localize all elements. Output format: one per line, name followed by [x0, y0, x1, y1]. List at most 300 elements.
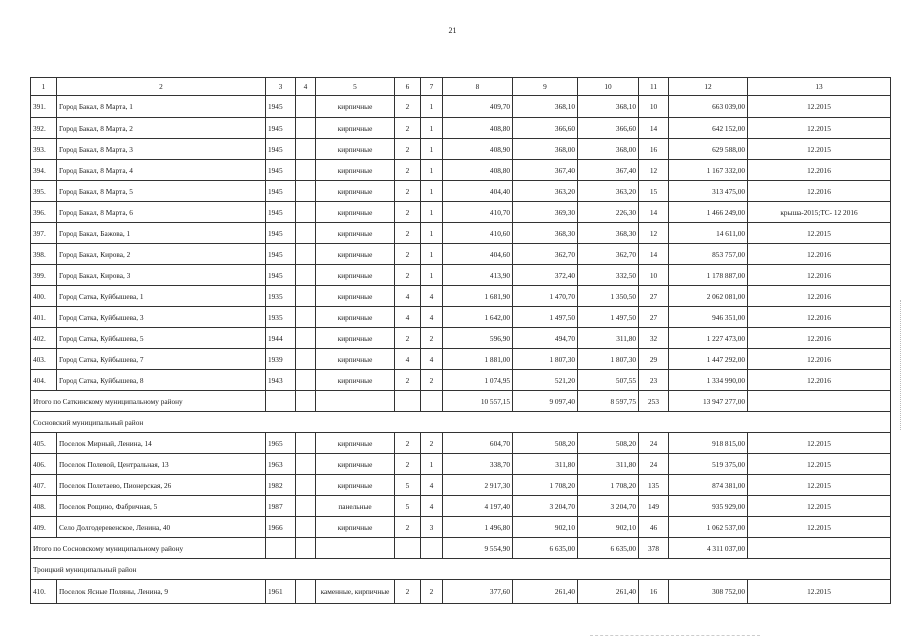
subtotal-row [31, 538, 891, 559]
table-cell: 10 [639, 265, 669, 286]
table-cell: 1943 [266, 370, 296, 391]
table-cell: 3 204,70 [513, 496, 578, 517]
table-cell: 4 [395, 349, 421, 370]
table-cell: Город Сатка, Куйбышева, 8 [57, 370, 266, 391]
table-cell: Поселок Рощино, Фабричная, 5 [57, 496, 266, 517]
table-cell: 2 [395, 139, 421, 160]
table-cell: 1 [421, 223, 443, 244]
table-cell [296, 307, 316, 328]
table-cell: 400. [31, 286, 57, 307]
table-cell: 2 [395, 454, 421, 475]
table-cell: кирпичные [316, 244, 395, 265]
table-cell [296, 202, 316, 223]
table-row [31, 307, 891, 328]
table-cell: 1935 [266, 307, 296, 328]
table-cell: 12.2015 [748, 118, 891, 139]
table-cell: 1 466 249,00 [669, 202, 748, 223]
table-cell [296, 160, 316, 181]
table-cell: 29 [639, 349, 669, 370]
table-cell: кирпичные [316, 370, 395, 391]
table-cell: 5 [395, 496, 421, 517]
table-cell: 14 [639, 118, 669, 139]
table-cell: 1 497,50 [578, 307, 639, 328]
table-cell: 394. [31, 160, 57, 181]
table-cell: 404,40 [443, 181, 513, 202]
table-cell: 2 [395, 265, 421, 286]
table-row [31, 517, 891, 538]
table-cell [296, 475, 316, 496]
table-cell: 12.2016 [748, 328, 891, 349]
table-cell: 368,30 [513, 223, 578, 244]
table-cell: 1 [421, 118, 443, 139]
table-row [31, 328, 891, 349]
table-cell: 368,00 [578, 139, 639, 160]
table-cell: 396. [31, 202, 57, 223]
table-cell: 853 757,00 [669, 244, 748, 265]
table-cell: кирпичные [316, 96, 395, 118]
table-cell: 946 351,00 [669, 307, 748, 328]
table-cell: Троицкий муниципальный район [31, 559, 891, 580]
table-cell: 261,40 [578, 580, 639, 604]
table-cell: 1 [421, 160, 443, 181]
table-cell: 16 [639, 580, 669, 604]
table-cell: 27 [639, 307, 669, 328]
table-cell: кирпичные [316, 139, 395, 160]
table-cell: 409. [31, 517, 57, 538]
table-cell: Город Бакал, Кирова, 2 [57, 244, 266, 265]
table-cell: кирпичные [316, 454, 395, 475]
table-cell: 10 557,15 [443, 391, 513, 412]
table-cell: 1945 [266, 181, 296, 202]
table-cell: 1945 [266, 96, 296, 118]
table-cell: 24 [639, 454, 669, 475]
table-cell: 902,10 [578, 517, 639, 538]
table-cell: 1 881,00 [443, 349, 513, 370]
column-header: 8 [443, 78, 513, 96]
table-cell: 399. [31, 265, 57, 286]
table-cell: 378 [639, 538, 669, 559]
table-cell [296, 286, 316, 307]
table-cell: 1 [421, 96, 443, 118]
table-cell: 12.2016 [748, 181, 891, 202]
table-cell [316, 391, 395, 412]
table-cell: 12.2015 [748, 517, 891, 538]
table-cell: 12.2016 [748, 244, 891, 265]
table-cell: 1 708,20 [578, 475, 639, 496]
table-cell: кирпичные [316, 328, 395, 349]
table-cell: 2 [395, 223, 421, 244]
table-cell: Сосновский муниципальный район [31, 412, 891, 433]
table-cell: 369,30 [513, 202, 578, 223]
table-cell: 2 [395, 181, 421, 202]
table-cell: 408. [31, 496, 57, 517]
table-cell: 494,70 [513, 328, 578, 349]
table-cell: 368,30 [578, 223, 639, 244]
table-cell: 604,70 [443, 433, 513, 454]
table-cell: 410,70 [443, 202, 513, 223]
table-cell: 1961 [266, 580, 296, 604]
table-cell: 1945 [266, 139, 296, 160]
table-cell: Город Сатка, Куйбышева, 3 [57, 307, 266, 328]
table-cell: 338,70 [443, 454, 513, 475]
table-cell: 1963 [266, 454, 296, 475]
table-cell: 2 [395, 118, 421, 139]
table-cell [296, 181, 316, 202]
table-row [31, 244, 891, 265]
table-cell [316, 538, 395, 559]
table-cell: 308 752,00 [669, 580, 748, 604]
scan-artifact [896, 300, 901, 430]
table-cell [421, 391, 443, 412]
table-cell: кирпичные [316, 286, 395, 307]
table-cell [296, 265, 316, 286]
table-cell: 12.2016 [748, 160, 891, 181]
table-cell: 1945 [266, 160, 296, 181]
table-cell: 10 [639, 96, 669, 118]
table-cell: 404,60 [443, 244, 513, 265]
table-cell: 253 [639, 391, 669, 412]
table-cell: 261,40 [513, 580, 578, 604]
table-cell [296, 391, 316, 412]
table-cell: 413,90 [443, 265, 513, 286]
table-cell: 13 947 277,00 [669, 391, 748, 412]
table-cell: Город Бакал, 8 Марта, 5 [57, 181, 266, 202]
table-cell: 397. [31, 223, 57, 244]
table-cell: Город Бакал, 8 Марта, 2 [57, 118, 266, 139]
table-cell: кирпичные [316, 307, 395, 328]
table-cell: 2 [421, 370, 443, 391]
table-cell [296, 349, 316, 370]
table-cell: 1 447 292,00 [669, 349, 748, 370]
table-cell: 12.2016 [748, 370, 891, 391]
table-cell: кирпичные [316, 181, 395, 202]
column-header: 11 [639, 78, 669, 96]
table-cell: 1 [421, 454, 443, 475]
table-cell: 1945 [266, 118, 296, 139]
table-cell: 2 [395, 580, 421, 604]
table-cell: 1945 [266, 244, 296, 265]
table-cell: каменные, кирпичные [316, 580, 395, 604]
table-cell: 14 [639, 202, 669, 223]
table-cell [395, 538, 421, 559]
table-cell: 4 [421, 286, 443, 307]
table-cell: 1 074,95 [443, 370, 513, 391]
table-cell: 3 204,70 [578, 496, 639, 517]
table-cell: 12.2015 [748, 96, 891, 118]
table-cell: 935 929,00 [669, 496, 748, 517]
table-cell: 2 917,30 [443, 475, 513, 496]
column-numbers-row [31, 78, 891, 96]
table-cell: 406. [31, 454, 57, 475]
table-cell: 311,80 [578, 454, 639, 475]
table-cell: кирпичные [316, 265, 395, 286]
table-cell: 367,40 [513, 160, 578, 181]
scan-artifact [590, 635, 760, 636]
table-cell: 313 475,00 [669, 181, 748, 202]
table-cell: 2 [395, 244, 421, 265]
table-cell: 403. [31, 349, 57, 370]
subtotal-row [31, 391, 891, 412]
table-row [31, 286, 891, 307]
table-row [31, 496, 891, 517]
table-cell: 1 470,70 [513, 286, 578, 307]
table-cell: 5 [395, 475, 421, 496]
table-cell [296, 328, 316, 349]
table-cell: Поселок Полевой, Центральная, 13 [57, 454, 266, 475]
table-cell: 519 375,00 [669, 454, 748, 475]
table-cell: 377,60 [443, 580, 513, 604]
table-cell: 12.2015 [748, 433, 891, 454]
table-cell: 2 [395, 517, 421, 538]
table-cell: 12.2015 [748, 496, 891, 517]
table-cell: Итого по Сосновскому муниципальному району [31, 538, 266, 559]
table-cell: 23 [639, 370, 669, 391]
table-cell: 368,00 [513, 139, 578, 160]
table-cell: 1 807,30 [578, 349, 639, 370]
table-cell: 1 178 887,00 [669, 265, 748, 286]
column-header: 12 [669, 78, 748, 96]
table-cell: кирпичные [316, 433, 395, 454]
table-cell: 366,60 [513, 118, 578, 139]
table-cell: 1 167 332,00 [669, 160, 748, 181]
table-cell: 4 [421, 475, 443, 496]
table-cell: 596,90 [443, 328, 513, 349]
table-cell: 410,60 [443, 223, 513, 244]
table-cell [748, 538, 891, 559]
table-cell: Поселок Полетаево, Пионерская, 26 [57, 475, 266, 496]
table-row [31, 181, 891, 202]
table-cell: 372,40 [513, 265, 578, 286]
table-row [31, 454, 891, 475]
table-cell [296, 580, 316, 604]
table-cell: 363,20 [513, 181, 578, 202]
section-header-row [31, 412, 891, 433]
table-cell: Город Сатка, Куйбышева, 5 [57, 328, 266, 349]
column-header: 9 [513, 78, 578, 96]
table-row [31, 118, 891, 139]
table-cell [296, 370, 316, 391]
table-cell: 401. [31, 307, 57, 328]
housing-table [30, 77, 891, 604]
table-cell: 1 227 473,00 [669, 328, 748, 349]
table-cell: 642 152,00 [669, 118, 748, 139]
table-cell: 508,20 [578, 433, 639, 454]
table-cell: 393. [31, 139, 57, 160]
table-row [31, 349, 891, 370]
table-cell: 1 708,20 [513, 475, 578, 496]
table-cell: 395. [31, 181, 57, 202]
table-cell: 1 807,30 [513, 349, 578, 370]
page-number: 21 [448, 26, 457, 35]
table-cell: 366,60 [578, 118, 639, 139]
table-cell: 902,10 [513, 517, 578, 538]
table-cell: 410. [31, 580, 57, 604]
table-cell: 12.2016 [748, 307, 891, 328]
table-cell: 2 [395, 160, 421, 181]
table-cell [296, 517, 316, 538]
table-cell: кирпичные [316, 517, 395, 538]
table-cell: 9 097,40 [513, 391, 578, 412]
table-cell: 521,20 [513, 370, 578, 391]
table-cell: 874 381,00 [669, 475, 748, 496]
table-cell: 918 815,00 [669, 433, 748, 454]
table-cell: 1987 [266, 496, 296, 517]
table-cell [296, 223, 316, 244]
table-cell: 6 635,00 [513, 538, 578, 559]
table-cell [296, 96, 316, 118]
table-cell: 3 [421, 517, 443, 538]
table-cell: 9 554,90 [443, 538, 513, 559]
table-cell: Город Бакал, Бажова, 1 [57, 223, 266, 244]
table-cell: 1 350,50 [578, 286, 639, 307]
column-header: 3 [266, 78, 296, 96]
table-cell: 2 [421, 433, 443, 454]
table-cell: 408,90 [443, 139, 513, 160]
table-cell: 12.2015 [748, 223, 891, 244]
table-cell: 363,20 [578, 181, 639, 202]
table-cell: Итого по Саткинскому муниципальному району [31, 391, 266, 412]
table-row [31, 160, 891, 181]
table-cell: 2 [395, 202, 421, 223]
table-cell: 1935 [266, 286, 296, 307]
table-cell: 629 588,00 [669, 139, 748, 160]
table-row [31, 370, 891, 391]
table-cell: 4 [395, 307, 421, 328]
table-cell [395, 391, 421, 412]
table-cell: 2 062 081,00 [669, 286, 748, 307]
table-cell: Город Бакал, 8 Марта, 1 [57, 96, 266, 118]
table-cell: 4 [395, 286, 421, 307]
table-cell: Город Бакал, 8 Марта, 6 [57, 202, 266, 223]
table-row [31, 580, 891, 604]
table-cell: 14 611,00 [669, 223, 748, 244]
table-cell: 1 [421, 265, 443, 286]
table-cell: кирпичные [316, 202, 395, 223]
table-cell: кирпичные [316, 118, 395, 139]
table-cell: 4 197,40 [443, 496, 513, 517]
table-cell: 508,20 [513, 433, 578, 454]
table-row [31, 139, 891, 160]
table-cell: 392. [31, 118, 57, 139]
table-cell [296, 433, 316, 454]
table-cell: 1 497,50 [513, 307, 578, 328]
table-row [31, 202, 891, 223]
table-cell: 409,70 [443, 96, 513, 118]
table-cell: 2 [395, 96, 421, 118]
table-cell: 46 [639, 517, 669, 538]
table-cell: 6 635,00 [578, 538, 639, 559]
table-cell: Город Бакал, 8 Марта, 3 [57, 139, 266, 160]
table-cell: 1966 [266, 517, 296, 538]
table-cell: Город Бакал, 8 Марта, 4 [57, 160, 266, 181]
column-header: 1 [31, 78, 57, 96]
table-cell [266, 391, 296, 412]
table-cell: Город Сатка, Куйбышева, 1 [57, 286, 266, 307]
table-cell: 1 [421, 139, 443, 160]
table-cell: кирпичные [316, 349, 395, 370]
table-cell: 12 [639, 160, 669, 181]
table-cell: 507,55 [578, 370, 639, 391]
table-cell: 398. [31, 244, 57, 265]
table-cell: 135 [639, 475, 669, 496]
table-cell: 1982 [266, 475, 296, 496]
table-cell: 663 039,00 [669, 96, 748, 118]
table-cell: кирпичные [316, 475, 395, 496]
table-cell: 2 [421, 580, 443, 604]
table-cell: 332,50 [578, 265, 639, 286]
table-cell: 2 [395, 370, 421, 391]
table-cell: кирпичные [316, 223, 395, 244]
column-header: 6 [395, 78, 421, 96]
table-cell: 1965 [266, 433, 296, 454]
table-cell: 4 [421, 307, 443, 328]
table-cell [296, 538, 316, 559]
table-cell: 362,70 [513, 244, 578, 265]
table-body [31, 78, 891, 604]
table-cell: 407. [31, 475, 57, 496]
table-cell: 1 642,00 [443, 307, 513, 328]
table-cell: 362,70 [578, 244, 639, 265]
table-row [31, 475, 891, 496]
table-cell: 1 496,80 [443, 517, 513, 538]
table-cell [296, 244, 316, 265]
table-cell [421, 538, 443, 559]
table-cell: 368,10 [513, 96, 578, 118]
table-cell: 1945 [266, 265, 296, 286]
table-cell: 12.2015 [748, 139, 891, 160]
column-header: 2 [57, 78, 266, 96]
table-cell: 27 [639, 286, 669, 307]
table-cell: 12 [639, 223, 669, 244]
table-cell: Село Долгодеревенское, Ленина, 40 [57, 517, 266, 538]
table-cell: 12.2015 [748, 475, 891, 496]
table-cell: крыша-2015;ТС- 12 2016 [748, 202, 891, 223]
table-cell: Город Бакал, Кирова, 3 [57, 265, 266, 286]
table-cell: 402. [31, 328, 57, 349]
table-cell [296, 118, 316, 139]
table-cell: 405. [31, 433, 57, 454]
table-cell: 408,80 [443, 160, 513, 181]
table-cell: 12.2016 [748, 349, 891, 370]
table-cell: 1939 [266, 349, 296, 370]
table-cell: 311,80 [578, 328, 639, 349]
column-header: 7 [421, 78, 443, 96]
table-cell: 2 [395, 328, 421, 349]
table-cell: 1 334 990,00 [669, 370, 748, 391]
table-cell: 15 [639, 181, 669, 202]
table-cell: 1 [421, 244, 443, 265]
table-cell: 24 [639, 433, 669, 454]
table-cell [266, 538, 296, 559]
table-cell: панельные [316, 496, 395, 517]
table-cell: 32 [639, 328, 669, 349]
table-cell: 1945 [266, 223, 296, 244]
table-cell: Город Сатка, Куйбышева, 7 [57, 349, 266, 370]
table-cell: 12.2015 [748, 454, 891, 475]
table-cell: 12.2016 [748, 286, 891, 307]
table-cell: 1 [421, 202, 443, 223]
column-header: 4 [296, 78, 316, 96]
table-cell: 368,10 [578, 96, 639, 118]
table-cell: 226,30 [578, 202, 639, 223]
table-cell: 12.2016 [748, 265, 891, 286]
table-cell: 311,80 [513, 454, 578, 475]
table-cell: 4 311 037,00 [669, 538, 748, 559]
table-row [31, 433, 891, 454]
table-cell [296, 454, 316, 475]
table-cell: 404. [31, 370, 57, 391]
table-cell: 1 681,90 [443, 286, 513, 307]
